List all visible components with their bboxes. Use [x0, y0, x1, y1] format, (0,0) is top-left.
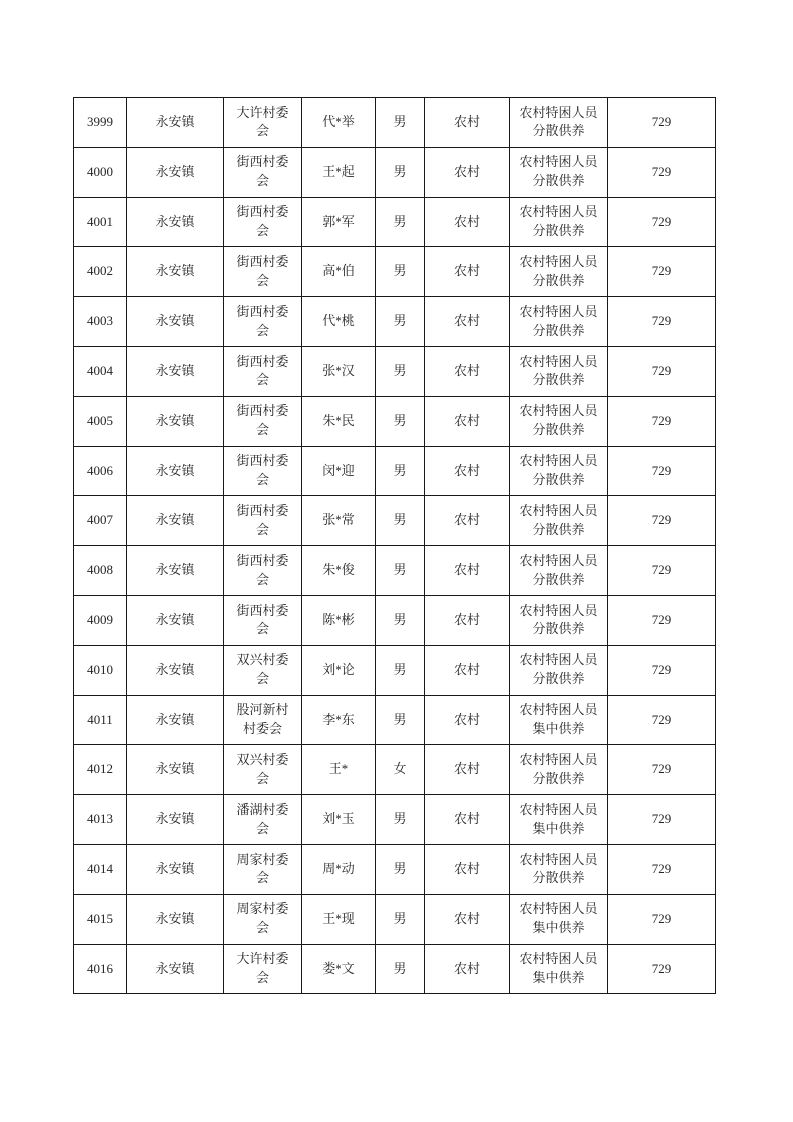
- cell-town: 永安镇: [127, 346, 224, 396]
- cell-amount: 729: [608, 247, 716, 297]
- cell-area: 农村: [425, 197, 510, 247]
- cell-area: 农村: [425, 396, 510, 446]
- cell-amount: 729: [608, 396, 716, 446]
- cell-category: 农村特困人员集中供养: [510, 695, 608, 745]
- cell-seq: 4011: [74, 695, 127, 745]
- cell-area: 农村: [425, 944, 510, 994]
- cell-gender: 男: [376, 197, 425, 247]
- cell-village: 街西村委会: [224, 446, 302, 496]
- table-row: [74, 546, 716, 596]
- cell-town: 永安镇: [127, 944, 224, 994]
- cell-amount: 729: [608, 297, 716, 347]
- cell-town: 永安镇: [127, 844, 224, 894]
- cell-village: 街西村委会: [224, 197, 302, 247]
- cell-seq: 4010: [74, 645, 127, 695]
- table-row: [74, 595, 716, 645]
- cell-gender: 男: [376, 98, 425, 148]
- cell-name: 陈*彬: [302, 595, 376, 645]
- cell-village: 双兴村委会: [224, 745, 302, 795]
- cell-seq: 4013: [74, 795, 127, 845]
- cell-name: 闵*迎: [302, 446, 376, 496]
- cell-area: 农村: [425, 595, 510, 645]
- table-row: [74, 894, 716, 944]
- cell-amount: 729: [608, 546, 716, 596]
- cell-amount: 729: [608, 944, 716, 994]
- cell-gender: 男: [376, 297, 425, 347]
- cell-amount: 729: [608, 346, 716, 396]
- cell-town: 永安镇: [127, 695, 224, 745]
- table-row: [74, 346, 716, 396]
- cell-amount: 729: [608, 894, 716, 944]
- cell-town: 永安镇: [127, 496, 224, 546]
- cell-category: 农村特困人员分散供养: [510, 98, 608, 148]
- cell-town: 永安镇: [127, 795, 224, 845]
- cell-name: 朱*民: [302, 396, 376, 446]
- cell-seq: 4005: [74, 396, 127, 446]
- cell-village: 周家村委会: [224, 894, 302, 944]
- cell-gender: 男: [376, 944, 425, 994]
- cell-town: 永安镇: [127, 894, 224, 944]
- cell-village: 街西村委会: [224, 595, 302, 645]
- cell-amount: 729: [608, 645, 716, 695]
- table-row: [74, 247, 716, 297]
- cell-village: 双兴村委会: [224, 645, 302, 695]
- table-row: [74, 446, 716, 496]
- cell-category: 农村特困人员分散供养: [510, 745, 608, 795]
- cell-gender: 女: [376, 745, 425, 795]
- cell-name: 周*动: [302, 844, 376, 894]
- cell-name: 王*: [302, 745, 376, 795]
- cell-name: 王*现: [302, 894, 376, 944]
- cell-area: 农村: [425, 446, 510, 496]
- cell-seq: 4012: [74, 745, 127, 795]
- cell-village: 周家村委会: [224, 844, 302, 894]
- cell-name: 张*汉: [302, 346, 376, 396]
- table-body: [74, 98, 716, 994]
- table-row: [74, 695, 716, 745]
- table-row: [74, 147, 716, 197]
- cell-town: 永安镇: [127, 595, 224, 645]
- cell-town: 永安镇: [127, 396, 224, 446]
- cell-category: 农村特困人员分散供养: [510, 595, 608, 645]
- cell-village: 街西村委会: [224, 247, 302, 297]
- cell-category: 农村特困人员分散供养: [510, 496, 608, 546]
- cell-name: 娄*文: [302, 944, 376, 994]
- cell-gender: 男: [376, 844, 425, 894]
- cell-area: 农村: [425, 346, 510, 396]
- cell-area: 农村: [425, 695, 510, 745]
- table-row: [74, 795, 716, 845]
- cell-category: 农村特困人员分散供养: [510, 247, 608, 297]
- cell-village: 街西村委会: [224, 346, 302, 396]
- cell-category: 农村特困人员集中供养: [510, 944, 608, 994]
- cell-category: 农村特困人员分散供养: [510, 346, 608, 396]
- cell-name: 张*常: [302, 496, 376, 546]
- cell-gender: 男: [376, 496, 425, 546]
- cell-name: 郭*军: [302, 197, 376, 247]
- cell-area: 农村: [425, 546, 510, 596]
- table-row: [74, 98, 716, 148]
- cell-category: 农村特困人员集中供养: [510, 795, 608, 845]
- table-row: [74, 944, 716, 994]
- cell-gender: 男: [376, 546, 425, 596]
- cell-area: 农村: [425, 795, 510, 845]
- cell-area: 农村: [425, 844, 510, 894]
- cell-name: 高*伯: [302, 247, 376, 297]
- cell-area: 农村: [425, 297, 510, 347]
- cell-amount: 729: [608, 745, 716, 795]
- cell-amount: 729: [608, 695, 716, 745]
- cell-village: 潘湖村委会: [224, 795, 302, 845]
- cell-amount: 729: [608, 147, 716, 197]
- cell-seq: 4004: [74, 346, 127, 396]
- cell-category: 农村特困人员分散供养: [510, 396, 608, 446]
- cell-amount: 729: [608, 496, 716, 546]
- cell-gender: 男: [376, 396, 425, 446]
- cell-gender: 男: [376, 247, 425, 297]
- cell-town: 永安镇: [127, 546, 224, 596]
- cell-amount: 729: [608, 595, 716, 645]
- cell-village: 街西村委会: [224, 496, 302, 546]
- table-row: [74, 745, 716, 795]
- cell-seq: 4003: [74, 297, 127, 347]
- cell-amount: 729: [608, 446, 716, 496]
- cell-seq: 4015: [74, 894, 127, 944]
- cell-seq: 3999: [74, 98, 127, 148]
- cell-seq: 4009: [74, 595, 127, 645]
- cell-seq: 4016: [74, 944, 127, 994]
- cell-seq: 4001: [74, 197, 127, 247]
- table-row: [74, 396, 716, 446]
- cell-name: 李*东: [302, 695, 376, 745]
- cell-amount: 729: [608, 98, 716, 148]
- cell-category: 农村特困人员分散供养: [510, 297, 608, 347]
- table-row: [74, 197, 716, 247]
- cell-amount: 729: [608, 197, 716, 247]
- cell-village: 街西村委会: [224, 546, 302, 596]
- cell-gender: 男: [376, 894, 425, 944]
- cell-area: 农村: [425, 894, 510, 944]
- cell-gender: 男: [376, 147, 425, 197]
- cell-village: 街西村委会: [224, 147, 302, 197]
- cell-seq: 4007: [74, 496, 127, 546]
- cell-town: 永安镇: [127, 446, 224, 496]
- cell-seq: 4008: [74, 546, 127, 596]
- cell-category: 农村特困人员分散供养: [510, 147, 608, 197]
- cell-category: 农村特困人员分散供养: [510, 546, 608, 596]
- cell-gender: 男: [376, 446, 425, 496]
- cell-name: 代*桃: [302, 297, 376, 347]
- cell-town: 永安镇: [127, 297, 224, 347]
- cell-category: 农村特困人员分散供养: [510, 197, 608, 247]
- table-row: [74, 844, 716, 894]
- cell-seq: 4002: [74, 247, 127, 297]
- cell-category: 农村特困人员分散供养: [510, 645, 608, 695]
- cell-village: 街西村委会: [224, 297, 302, 347]
- cell-town: 永安镇: [127, 98, 224, 148]
- cell-gender: 男: [376, 346, 425, 396]
- cell-category: 农村特困人员集中供养: [510, 894, 608, 944]
- cell-village: 大许村委会: [224, 98, 302, 148]
- cell-gender: 男: [376, 595, 425, 645]
- cell-seq: 4000: [74, 147, 127, 197]
- cell-village: 大许村委会: [224, 944, 302, 994]
- cell-seq: 4006: [74, 446, 127, 496]
- cell-town: 永安镇: [127, 197, 224, 247]
- cell-name: 朱*俊: [302, 546, 376, 596]
- cell-name: 刘*论: [302, 645, 376, 695]
- cell-area: 农村: [425, 247, 510, 297]
- cell-town: 永安镇: [127, 147, 224, 197]
- cell-village: 股河新村村委会: [224, 695, 302, 745]
- beneficiary-table: [73, 97, 716, 994]
- cell-gender: 男: [376, 645, 425, 695]
- cell-area: 农村: [425, 745, 510, 795]
- cell-name: 王*起: [302, 147, 376, 197]
- cell-amount: 729: [608, 795, 716, 845]
- cell-town: 永安镇: [127, 645, 224, 695]
- cell-category: 农村特困人员分散供养: [510, 844, 608, 894]
- cell-category: 农村特困人员分散供养: [510, 446, 608, 496]
- cell-gender: 男: [376, 695, 425, 745]
- cell-amount: 729: [608, 844, 716, 894]
- cell-seq: 4014: [74, 844, 127, 894]
- cell-name: 刘*玉: [302, 795, 376, 845]
- table-row: [74, 297, 716, 347]
- cell-town: 永安镇: [127, 745, 224, 795]
- cell-area: 农村: [425, 98, 510, 148]
- cell-area: 农村: [425, 496, 510, 546]
- cell-area: 农村: [425, 147, 510, 197]
- table-row: [74, 496, 716, 546]
- cell-town: 永安镇: [127, 247, 224, 297]
- cell-gender: 男: [376, 795, 425, 845]
- cell-name: 代*举: [302, 98, 376, 148]
- cell-area: 农村: [425, 645, 510, 695]
- table-row: [74, 645, 716, 695]
- cell-village: 街西村委会: [224, 396, 302, 446]
